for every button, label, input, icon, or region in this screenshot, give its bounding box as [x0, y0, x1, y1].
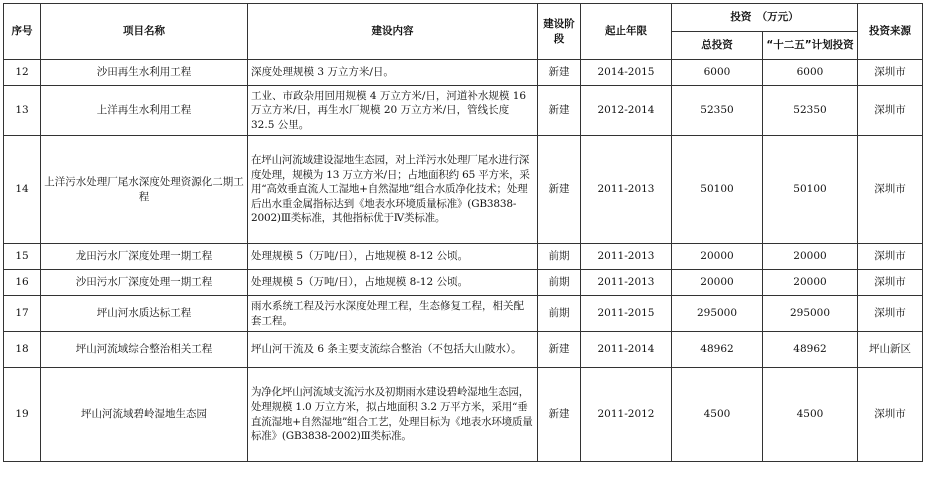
row-source: 坪山新区 [858, 332, 923, 368]
row-name: 沙田再生水利用工程 [41, 60, 248, 86]
row-content: 坪山河干流及 6 条主要支流综合整治（不包括大山陂水）。 [248, 332, 538, 368]
table-row [4, 86, 923, 136]
row-seq: 12 [4, 60, 41, 86]
row-plan: 48962 [763, 332, 858, 368]
header-invest-group: 投资 （万元） [672, 4, 858, 32]
row-source: 深圳市 [858, 244, 923, 270]
table-row [4, 136, 923, 244]
row-content: 处理规模 5（万吨/日），占地规模 8-12 公顷。 [248, 244, 538, 270]
row-period: 2011-2013 [581, 136, 672, 244]
row-plan: 50100 [763, 136, 858, 244]
header-total: 总投资 [672, 32, 763, 60]
row-content: 工业、市政杂用回用规模 4 万立方米/日，河道补水规模 16 万立方米/日，再生水厂规模 20 万立方米/日，管线长度 32.5 公里。 [248, 86, 538, 136]
row-name: 坪山河水质达标工程 [41, 296, 248, 332]
table-row [4, 60, 923, 86]
row-period: 2011-2013 [581, 270, 672, 296]
row-name: 上洋再生水利用工程 [41, 86, 248, 136]
row-source: 深圳市 [858, 296, 923, 332]
row-total: 295000 [672, 296, 763, 332]
row-source: 深圳市 [858, 86, 923, 136]
table-row [4, 368, 923, 462]
header-seq: 序号 [4, 4, 41, 60]
header-plan: “十二五”计划投资 [763, 32, 858, 60]
row-content: 处理规模 5（万吨/日），占地规模 8-12 公顷。 [248, 270, 538, 296]
header-stage: 建设阶段 [538, 4, 581, 60]
row-name: 坪山河流域综合整治相关工程 [41, 332, 248, 368]
row-plan: 295000 [763, 296, 858, 332]
header-content: 建设内容 [248, 4, 538, 60]
row-total: 20000 [672, 270, 763, 296]
row-seq: 17 [4, 296, 41, 332]
row-plan: 20000 [763, 270, 858, 296]
row-source: 深圳市 [858, 270, 923, 296]
row-period: 2011-2015 [581, 296, 672, 332]
table-row [4, 332, 923, 368]
row-name: 龙田污水厂深度处理一期工程 [41, 244, 248, 270]
row-seq: 19 [4, 368, 41, 462]
row-content: 深度处理规模 3 万立方米/日。 [248, 60, 538, 86]
table-row [4, 270, 923, 296]
row-seq: 18 [4, 332, 41, 368]
row-name: 沙田污水厂深度处理一期工程 [41, 270, 248, 296]
row-content: 为净化坪山河流域支流污水及初期雨水建设碧岭湿地生态园，处理规模 1.0 万立方米，拟占地面积 3.2 万平方米，采用“垂直流湿地+自然湿地”组合工艺，处理目标为《地表水环境质量标准》(GB3838-2002)Ⅲ类标准。 [248, 368, 538, 462]
row-plan: 52350 [763, 86, 858, 136]
table-row [4, 244, 923, 270]
header-period: 起止年限 [581, 4, 672, 60]
row-plan: 6000 [763, 60, 858, 86]
row-total: 4500 [672, 368, 763, 462]
row-content: 雨水系统工程及污水深度处理工程，生态修复工程，相关配套工程。 [248, 296, 538, 332]
row-source: 深圳市 [858, 60, 923, 86]
row-period: 2012-2014 [581, 86, 672, 136]
row-name: 上洋污水处理厂尾水深度处理资源化二期工程 [41, 136, 248, 244]
row-seq: 16 [4, 270, 41, 296]
row-period: 2011-2013 [581, 244, 672, 270]
header-source: 投资来源 [858, 4, 923, 60]
row-plan: 4500 [763, 368, 858, 462]
row-source: 深圳市 [858, 368, 923, 462]
row-period: 2011-2014 [581, 332, 672, 368]
row-total: 50100 [672, 136, 763, 244]
row-period: 2014-2015 [581, 60, 672, 86]
row-period: 2011-2012 [581, 368, 672, 462]
row-stage: 新建 [538, 332, 581, 368]
row-stage: 新建 [538, 86, 581, 136]
row-seq: 13 [4, 86, 41, 136]
row-name: 坪山河流域碧岭湿地生态园 [41, 368, 248, 462]
row-stage: 新建 [538, 136, 581, 244]
table-wrapper [3, 3, 923, 462]
row-stage: 前期 [538, 296, 581, 332]
table-row [4, 296, 923, 332]
row-content: 在坪山河流域建设湿地生态园，对上洋污水处理厂尾水进行深度处理，规模为 13 万立方米/日；占地面积约 65 平方米，采用“高效垂直流人工湿地+自然湿地”组合水质净化技术；处理后出水重金属指标达到《地表水环境质量标准》(GB3838-2002)Ⅲ类标准，其他指标优于Ⅳ类标准。 [248, 136, 538, 244]
row-stage: 前期 [538, 244, 581, 270]
row-plan: 20000 [763, 244, 858, 270]
row-total: 20000 [672, 244, 763, 270]
row-stage: 新建 [538, 60, 581, 86]
project-table [3, 3, 923, 462]
row-source: 深圳市 [858, 136, 923, 244]
row-stage: 前期 [538, 270, 581, 296]
row-seq: 14 [4, 136, 41, 244]
row-total: 52350 [672, 86, 763, 136]
row-stage: 新建 [538, 368, 581, 462]
row-total: 48962 [672, 332, 763, 368]
row-seq: 15 [4, 244, 41, 270]
header-name: 项目名称 [41, 4, 248, 60]
row-total: 6000 [672, 60, 763, 86]
